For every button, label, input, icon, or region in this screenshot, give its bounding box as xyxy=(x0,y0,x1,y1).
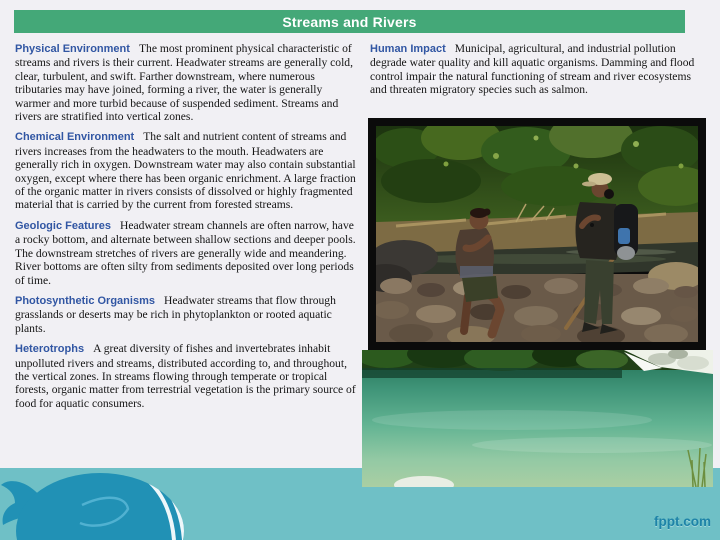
section-geologic-features xyxy=(15,219,358,287)
section-body: The salt and nutrient content of streams and rivers increases from the headwaters to the mouth. Headwaters are generally rich in oxygen. Downstream water may also contain substantial oxygen, except where there has been organic enrichment. A large fraction of the organic matter in rivers consists of dissolved or highly fragmented material that is carried by the current from forested streams. xyxy=(15,130,356,212)
section-body: Municipal, agricultural, and industrial pollution degrade water quality and kill aquatic organisms. Damming and flood control impair the natural functioning of stream and river ecosystems and threaten migratory species such as salmon. xyxy=(370,42,695,97)
section-heading: Photosynthetic Organisms xyxy=(15,294,155,307)
emerald-pool-photo xyxy=(362,350,713,487)
section-body: Headwater stream channels are often narrow, have a rocky bottom, and alternate between shallow sections and deeper pools. The downstream stretches of rivers are generally wide and meandering. River bottoms are often silty from sediments deposited over long periods of time. xyxy=(15,218,356,287)
section-heterotrophs xyxy=(15,342,358,410)
section-body: Headwater streams that flow through grasslands or deserts may be rich in phytoplankton or rooted aquatic plants. xyxy=(15,293,336,335)
slide-title: Streams and Rivers xyxy=(282,13,417,30)
section-chemical-environment xyxy=(15,130,358,211)
hikers-stream-photo xyxy=(368,118,706,350)
section-heading: Geologic Features xyxy=(15,219,111,232)
section-heading: Human Impact xyxy=(370,43,446,55)
section-heading: Chemical Environment xyxy=(15,131,135,144)
whale-icon xyxy=(0,467,193,540)
section-body: A great diversity of fishes and invertebrates inhabit unpolluted rivers and streams, distributed according to, and throughout, the vertical zones. In streams flowing through temperate or tropical forests, organic matter from terrestrial vegetation is the primary source of food for aquatic consumers. xyxy=(15,342,356,410)
left-text-column xyxy=(15,42,358,417)
section-heading: Heterotrophs xyxy=(15,343,85,356)
hikers-stream-illustration xyxy=(376,126,698,342)
section-body: The most prominent physical characteristic of streams and rivers is their current. Headwater streams are generally cold, clear, turbulent, and swift. Farther downstream, where numerous tributaries may have joined, forming a river, the water is generally warmer and more turbid because of suspended sediment. Streams and rivers are stratified into vertical zones. xyxy=(15,42,354,124)
section-physical-environment xyxy=(15,42,358,123)
emerald-pool-illustration xyxy=(362,350,713,487)
fppt-watermark: fppt.com xyxy=(654,514,711,529)
slide-title-bar xyxy=(14,10,685,33)
section-photosynthetic-organisms xyxy=(15,294,358,335)
section-heading: Physical Environment xyxy=(15,43,130,55)
right-text-column xyxy=(370,42,708,104)
section-human-impact xyxy=(370,42,708,97)
